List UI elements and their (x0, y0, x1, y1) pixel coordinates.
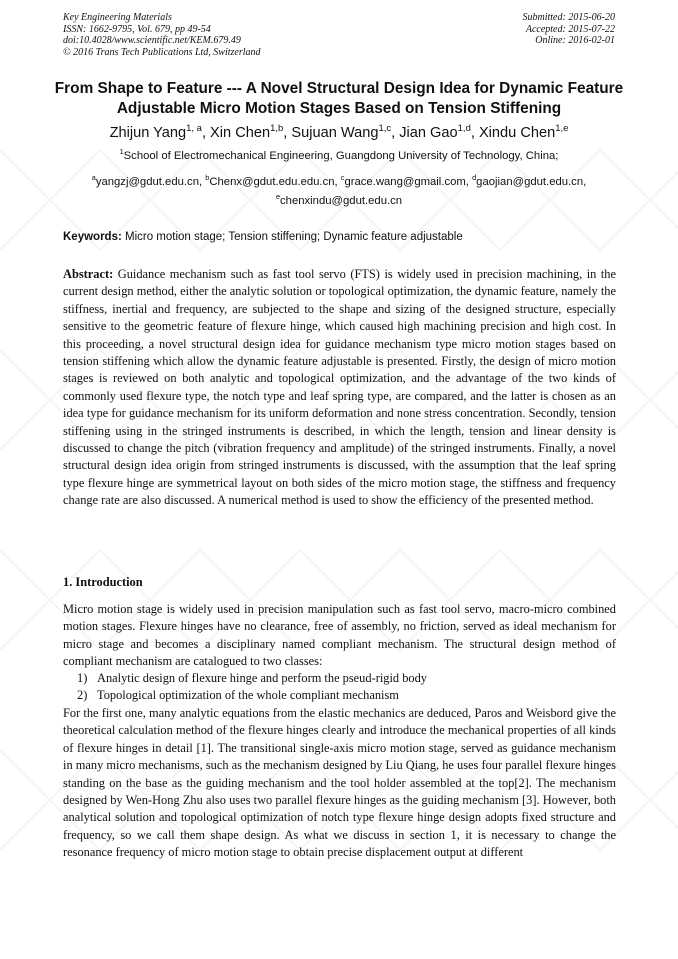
list-item-number: 1) (77, 671, 88, 685)
abstract-paragraph (63, 266, 616, 510)
intro-paragraph-1: Micro motion stage is widely used in precision manipulation such as fast tool servo, macro-micro combined motion stages. Flexure hinges have no clearance, free of assembly, no friction, served as ideal mechanism for micro stage and becomes a disciplinary named compliant mechanism. The structural design method of compliant mechanism are catalogued to two classes: (63, 602, 616, 669)
paper-title: From Shape to Feature --- A Novel Structural Design Idea for Dynamic Feature Adjustable Micro Motion Stages Based on Tension Stiffening (54, 80, 624, 117)
list-item-text: Analytic design of flexure hinge and perform the pseud-rigid body (97, 671, 427, 685)
email-marker: d (472, 173, 477, 183)
author-affil-marker: 1,e (555, 123, 569, 135)
journal-info-header (63, 12, 261, 58)
author-name: Zhijun Yang (109, 125, 187, 141)
author-affil-marker: 1,d (457, 123, 471, 135)
journal-name: Key Engineering Materials (63, 12, 172, 23)
abstract-text: Guidance mechanism such as fast tool servo (FTS) is widely used in precision machining, in the current design method, either the analytic solution or topological optimization, the dynamic feature, namely the stiffness, inertial and frequency, are subjected to the shape and sizing of the designed structure, especially sensitive to the geometric feature of flexure hinge, which caused high machining precision and high cost. In this proceeding, a novel structural design idea for guidance mechanism type micro motion stages based on tension stiffening which allow the dynamic feature adjustable is presented. Firstly, the design of micro motion stages is reviewed on both analytic and topological optimization, and the advantage of the two kinds of commonly used flexure type, the notch type and leaf spring type, are compared, and the latter is chosen as an idea type for guidance mechanism for its uniform deformation and none stress concentration. Secondly, tension stiffening using in the stringed instruments is described, in which the length, tension and linear density is discussed to change the pitch (vibration frequency and amplitude) of the stringed instruments. Finally, a novel structural design idea origin from stringed instruments is discussed, with the assumption that the leaf spring type flexure hinge are symmetrical layout on both sides of the micro motion stage, the stiffness and frequency change rate are also discussed. A numerical method is used to show the efficiency of the presented method. (63, 267, 616, 508)
submitted-date: Submitted: 2015-06-20 (522, 12, 615, 23)
affiliation-text: School of Electromechanical Engineering, Guangdong University of Technology, China; (123, 150, 559, 162)
online-date: Online: 2016-02-01 (535, 35, 615, 46)
accepted-date: Accepted: 2015-07-22 (525, 23, 615, 35)
author-affil-marker: 1, a (186, 123, 202, 135)
keywords-label: Keywords: (63, 231, 122, 243)
copyright-line: © 2016 Trans Tech Publications Ltd, Switzerland (63, 46, 261, 58)
issn-line: ISSN: 1662-9795, Vol. 679, pp 49-54 (63, 23, 211, 35)
author-list: Zhijun Yang$^{1, a}$, Xin Chen$^{1,b}$, Sujuan Wang$^{1,c}$, Jian Gao$^{1,d}$, Xindu Chen$^{1,e}$ (109, 123, 569, 141)
email-address: Chenx@gdut.edu.edu.cn, (209, 176, 338, 188)
doi-line: doi:10.4028/www.scientific.net/KEM.679.49 (63, 35, 241, 46)
list-item-text: Topological optimization of the whole compliant mechanism (97, 688, 399, 703)
email-marker: c (340, 173, 345, 183)
keywords-line (63, 231, 618, 243)
author-name: Sujuan Wang (291, 125, 379, 141)
author-name: Jian Gao (399, 125, 458, 141)
author-affil-marker: 1,c (378, 123, 392, 135)
list-item-number: 2) (77, 688, 88, 703)
email-address: chenxindu@gdut.edu.cn (280, 195, 403, 207)
list-item (63, 670, 616, 687)
keywords-text: Micro motion stage; Tension stiffening; Dynamic feature adjustable (125, 231, 463, 243)
email-marker: a (91, 173, 96, 183)
email-address: grace.wang@gmail.com, (344, 176, 469, 188)
author-affil-marker: 1,b (270, 123, 284, 135)
email-marker: e (275, 192, 281, 202)
design-method-list (63, 670, 616, 705)
affiliation (20, 147, 658, 162)
dates-header (523, 12, 616, 47)
intro-paragraph-2: For the first one, many analytic equations from the elastic mechanics are deduced, Paros and Weisbord give the theoretical calculation method of the flexure hinges clearly and introduce the mechanical properties of all kinds of flexure hinges in detail [1]. The transitional single-axis micro motion stage, served as guidance mechanism in many micro mechanisms, such as the mechanism designed by Liu Qiang, he uses four parallel flexure hinges standing on the base as the guiding mechanism and the tool holder assembled at the top[2]. The mechanism designed by Wen-Hong Zhu also uses two parallel flexure hinges as the guiding mechanism [3]. However, both analytical solution and topological optimization of notch type flexure hinge design adopts fixed structure and frequency, so we call them shape design. As what we discuss in section 1, it is necessary to change the resonance frequency of micro motion stage to obtain precise displacement output at different (63, 706, 616, 860)
author-name: Xin Chen (210, 125, 271, 141)
author-emails (40, 173, 638, 211)
list-item (63, 687, 616, 704)
author-name: Xindu Chen (478, 125, 556, 141)
email-address: gaojian@gdut.edu.cn, (476, 176, 587, 188)
abstract-label: Abstract: (63, 267, 114, 281)
email-address: yangzj@gdut.edu.cn, (95, 176, 203, 188)
email-marker: b (205, 173, 210, 183)
affiliation-marker: 1 (119, 147, 124, 157)
section-heading-introduction: 1. Introduction (63, 575, 143, 589)
